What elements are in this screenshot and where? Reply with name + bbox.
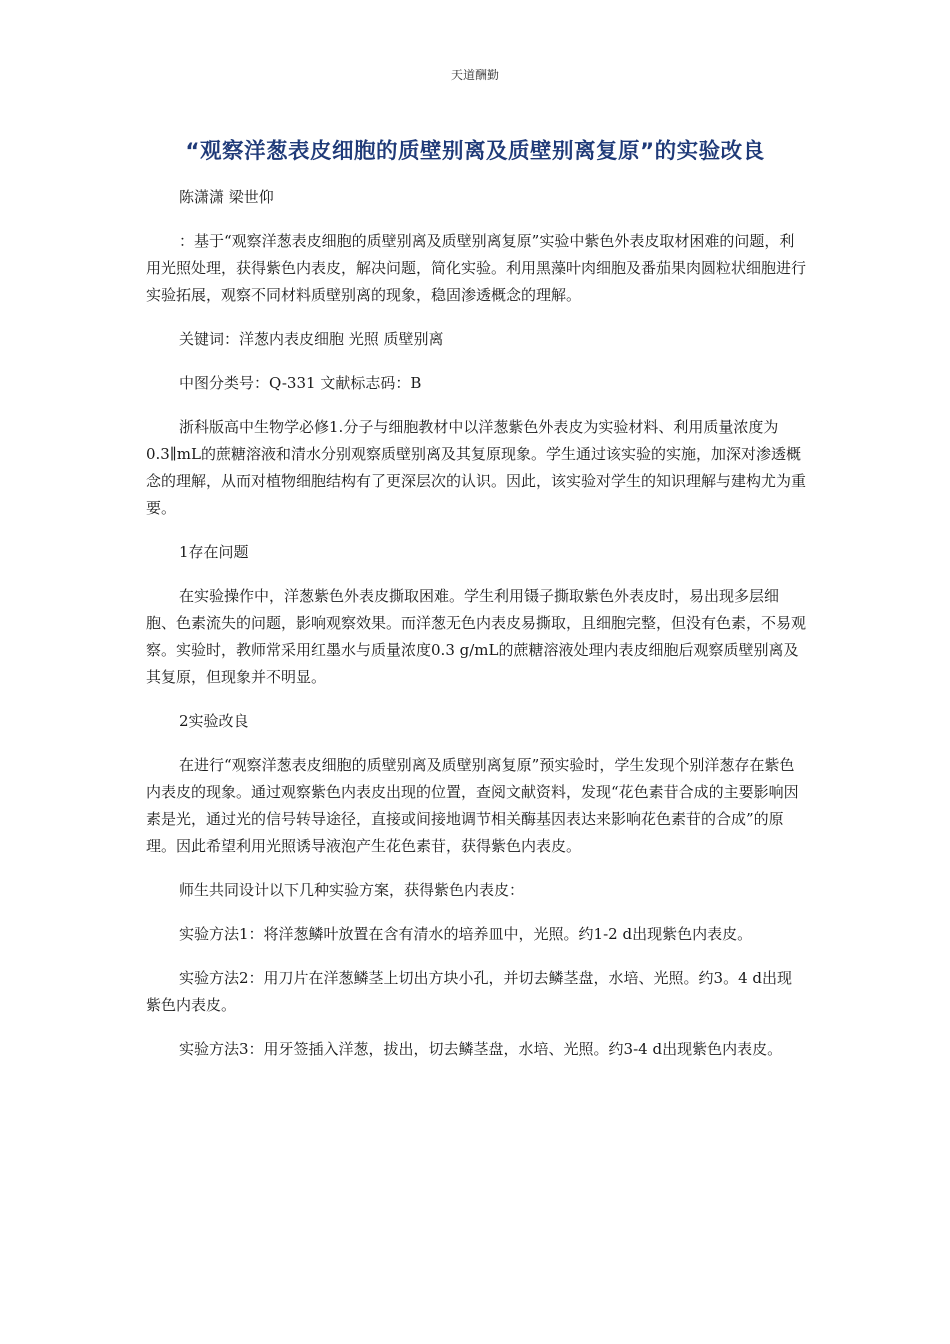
method-3: 实验方法3：用牙签插入洋葱，拔出，切去鳞茎盘，水培、光照。约3-4 d出现紫色内表皮。 (179, 1040, 783, 1058)
classification: 中图分类号：Q-331 文献标志码：B (179, 374, 422, 392)
authors: 陈潇潇 梁世仰 (179, 188, 274, 206)
article-title: “观察洋葱表皮细胞的质壁别离及质壁别离复原”的实验改良 (185, 139, 765, 164)
section-heading-2: 2实验改良 (179, 712, 249, 730)
methods-intro: 师生共同设计以下几种实验方案，获得紫色内表皮： (179, 881, 525, 899)
abstract: ：基于“观察洋葱表皮细胞的质壁别离及质壁别离复原”实验中紫色外表皮取材困难的问题，利用光照处理，获得紫色内表皮，解决问题，简化实验。利用黑藻叶肉细胞及番茄果肉圆粒状细胞进行实验拓展，观察不同材料质壁别离的现象，稳固渗透概念的理解。 (146, 232, 807, 304)
intro-paragraph: 浙科版高中生物学必修1.分子与细胞教材中以洋葱紫色外表皮为实验材料、利用质量浓度为0.3∥mL的蔗糖溶液和清水分别观察质壁别离及其复原现象。学生通过该实验的实施，加深对渗透概念的理解，从而对植物细胞结构有了更深层次的认识。因此，该实验对学生的知识理解与建构尤为重要。 (146, 418, 807, 517)
keywords: 关键词：洋葱内表皮细胞 光照 质壁别离 (179, 330, 444, 348)
section-heading-1: 1存在问题 (179, 543, 249, 561)
running-header: 天道酬勤 (450, 68, 499, 82)
method-1: 实验方法1：将洋葱鳞叶放置在含有清水的培养皿中，光照。约1-2 d出现紫色内表皮。 (179, 925, 753, 943)
section-2-paragraph: 在进行“观察洋葱表皮细胞的质壁别离及质壁别离复原”预实验时，学生发现个别洋葱存在紫色内表皮的现象。通过观察紫色内表皮出现的位置，查阅文献资料，发现“花色素苷合成的主要影响因素是光，通过光的信号转导途径，直接或间接地调节相关酶基因表达来影响花色素苷的合成”的原理。因此希望利用光照诱导液泡产生花色素苷，获得紫色内表皮。 (146, 756, 799, 855)
section-1-paragraph: 在实验操作中，洋葱紫色外表皮撕取困难。学生利用镊子撕取紫色外表皮时，易出现多层细胞、色素流失的问题，影响观察效果。而洋葱无色内表皮易撕取，且细胞完整，但没有色素，不易观察。实验时，教师常采用红墨水与质量浓度0.3 g/mL的蔗糖溶液处理内表皮细胞后观察质壁别离及其复原，但现象并不明显。 (146, 587, 807, 686)
method-2: 实验方法2：用刀片在洋葱鳞茎上切出方块小孔，并切去鳞茎盘，水培、光照。约3。4 d出现紫色内表皮。 (146, 969, 793, 1014)
article-body (146, 184, 806, 1080)
